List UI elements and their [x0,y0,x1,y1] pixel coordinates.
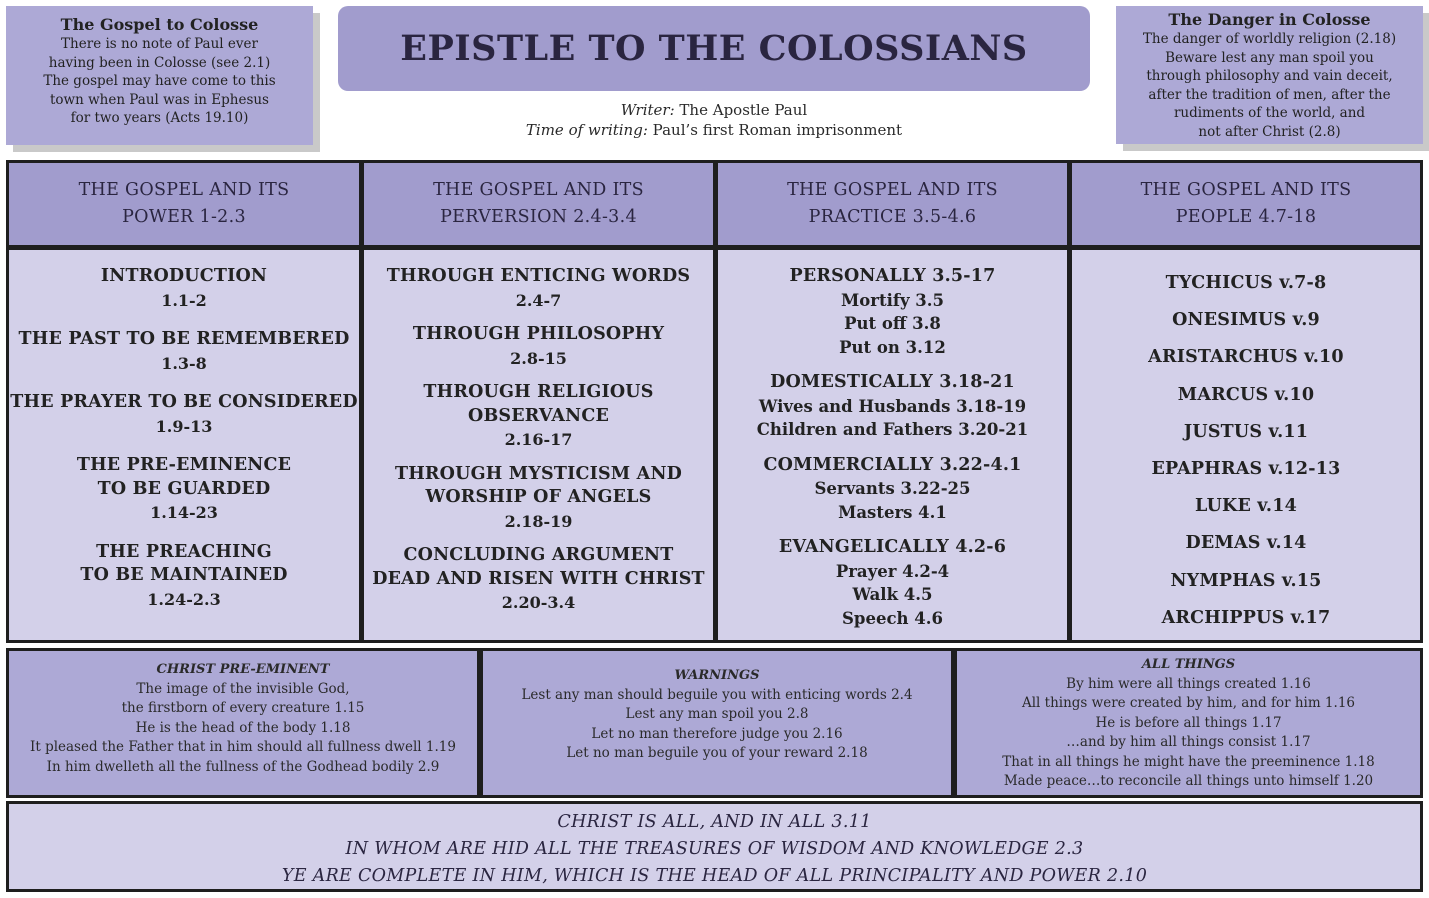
panel-line: Lest any man spoil you 2.8 [625,706,809,722]
outline-table [6,160,1423,643]
section-title: THROUGH RELIGIOUS [423,382,654,402]
key-verse-line: YE ARE COMPLETE IN HIM, WHICH IS THE HEAD OF ALL PRINCIPALITY AND POWER 2.10 [281,866,1148,886]
panel-line: By him were all things created 1.16 [1066,675,1311,692]
section-title: WORSHIP OF ANGELS [425,487,652,507]
section-title: INTRODUCTION [100,266,268,286]
panel-line: Lest any man should beguile you with enticing words 2.4 [521,686,913,703]
panel-line: The image of the invisible God, [136,680,350,697]
section-subitem: Servants 3.22-25 [814,479,971,498]
outline-section [718,265,1067,359]
outline-section [364,463,713,534]
column-perversion [364,163,713,640]
danger-in-colosse-line: Beware lest any man spoil you [1165,49,1374,66]
gospel-to-colosse-line: town when Paul was in Ephesus [49,91,269,108]
person-item: ARISTARCHUS v.10 [1148,347,1344,368]
section-title: COMMERCIALLY 3.22-4.1 [763,454,1022,475]
panel-line: He is the head of the body 1.18 [135,719,351,736]
gospel-to-colosse-line: The gospel may have come to this [43,73,276,89]
outline-section [9,328,359,375]
writer-line [338,100,1090,120]
column-header-line: THE GOSPEL AND ITS [433,180,644,200]
warnings-panel [483,651,951,795]
section-title: THROUGH ENTICING WORDS [386,266,691,286]
person-item: EPAPHRAS v.12-13 [1151,459,1341,480]
section-reference: 1.9-13 [155,416,213,436]
authorship-info [338,100,1090,140]
gospel-to-colosse-line: having been in Colosse (see 2.1) [48,54,271,71]
person-item: ARCHIPPUS v.17 [1161,607,1331,628]
section-title: THE PREACHING [96,541,272,562]
writer-value: The Apostle Paul [679,101,808,119]
danger-in-colosse-line: The danger of worldly religion (2.18) [1142,31,1397,47]
column-header [9,163,359,245]
column-header-line: PRACTICE 3.5-4.6 [808,207,977,227]
column-people [1072,163,1420,640]
column-header [1072,163,1420,245]
section-subitem: Masters 4.1 [838,502,947,522]
time-of-writing-line [338,120,1090,140]
panel-title: ALL THINGS [1141,657,1236,672]
gospel-to-colosse-box [6,6,313,145]
outline-section [9,454,359,525]
gospel-to-colosse-title: The Gospel to Colosse [60,15,259,34]
person-item: TYCHICUS v.7-8 [1165,273,1327,293]
section-subitem: Speech 4.6 [842,608,943,628]
section-title: OBSERVANCE [468,405,609,426]
outline-section [364,265,713,312]
section-reference: 1.3-8 [161,353,207,373]
outline-section [9,265,359,312]
panel-line: That in all things he might have the preeminence 1.18 [1002,753,1375,770]
panel-title: WARNINGS [674,668,760,683]
section-reference: 2.4-7 [515,290,562,310]
column-body [9,250,359,640]
gospel-to-colosse-line: There is no note of Paul ever [61,36,258,52]
panel-line: In him dwelleth all the fullness of the Godhead bodily 2.9 [46,758,440,775]
column-header-line: THE GOSPEL AND ITS [78,180,290,200]
christ-pre-eminent-panel [9,651,477,795]
outline-section [364,323,713,370]
writer-label: Writer: [620,101,675,119]
page-title-banner [338,6,1090,91]
column-header-line: THE GOSPEL AND ITS [787,180,998,200]
section-title: THE PAST TO BE REMEMBERED [18,329,350,349]
danger-in-colosse-line: through philosophy and vain deceit, [1146,68,1393,84]
key-verse-line: IN WHOM ARE HID ALL THE TREASURES OF WISDOM AND KNOWLEDGE 2.3 [345,839,1084,859]
person-item: ONESIMUS v.9 [1172,310,1320,331]
column-header-line: PEOPLE 4.7-18 [1175,207,1317,227]
person-item: MARCUS v.10 [1177,384,1315,405]
outline-section [718,536,1067,630]
section-reference: 1.1-2 [161,290,207,310]
section-reference: 2.18-19 [504,511,573,531]
danger-in-colosse-box [1116,6,1423,144]
danger-in-colosse-line: not after Christ (2.8) [1198,123,1341,140]
outline-section [364,381,713,452]
page-title: EPISTLE TO THE COLOSSIANS [400,28,1028,69]
danger-in-colosse-line: rudiments of the world, and [1173,105,1366,121]
panel-line: the firstborn of every creature 1.15 [121,700,365,716]
column-practice [718,163,1067,640]
panel-line: Made peace…to reconcile all things unto himself 1.20 [1003,773,1374,789]
section-title: EVANGELICALLY 4.2-6 [778,537,1007,557]
section-reference: 1.24-2.3 [147,589,221,609]
column-header [364,163,713,245]
section-reference: 2.20-3.4 [501,593,576,612]
section-title: THE PRAYER TO BE CONSIDERED [10,392,358,412]
section-title: DOMESTICALLY 3.18-21 [770,372,1015,392]
column-header-line: PERVERSION 2.4-3.4 [440,207,637,227]
panel-line: All things were created by him, and for him 1.16 [1021,695,1355,711]
panel-title: CHRIST PRE-EMINENT [156,662,330,677]
section-title: THROUGH MYSTICISM AND [394,463,683,484]
section-title: TO BE GUARDED [97,478,271,499]
panel-line: It pleased the Father that in him should all fullness dwell 1.19 [30,739,456,755]
person-item: JUSTUS v.11 [1183,421,1309,442]
section-title: DEAD AND RISEN WITH CHRIST [372,568,705,589]
outline-section [9,541,359,612]
section-reference: 2.16-17 [504,430,573,449]
section-subitem: Prayer 4.2-4 [835,561,950,581]
panel-line: Let no man beguile you of your reward 2.18 [566,745,868,761]
section-subitem: Wives and Husbands 3.18-19 [758,396,1027,416]
column-header-line: THE GOSPEL AND ITS [1140,180,1352,200]
section-title: CONCLUDING ARGUMENT [403,545,674,565]
section-subitem: Walk 4.5 [852,585,933,604]
section-title: THROUGH PHILOSOPHY [412,324,665,344]
section-reference: 1.14-23 [150,503,218,522]
panel-line: He is before all things 1.17 [1095,714,1282,731]
key-verses-footer [6,801,1423,892]
column-power [9,163,359,640]
panel-line: …and by him all things consist 1.17 [1066,734,1311,750]
themes-panels [6,648,1423,798]
section-subitem: Put off 3.8 [844,314,941,333]
section-title: THE PRE-EMINENCE [76,455,292,475]
section-subitem: Mortify 3.5 [841,290,944,310]
section-title: PERSONALLY 3.5-17 [789,266,996,286]
outline-section [364,544,713,615]
gospel-to-colosse-line: for two years (Acts 19.10) [70,110,249,126]
time-of-writing-value: Paul’s first Roman imprisonment [652,121,903,139]
all-things-panel [957,651,1420,795]
column-body [718,250,1067,640]
person-item: LUKE v.14 [1195,496,1297,517]
section-subitem: Put on 3.12 [839,337,946,357]
danger-in-colosse-line: after the tradition of men, after the [1148,86,1391,103]
column-body [364,250,713,640]
outline-section [9,391,359,438]
section-title: TO BE MAINTAINED [80,565,288,585]
key-verse-line: CHRIST IS ALL, AND IN ALL 3.11 [557,812,872,832]
time-of-writing-label: Time of writing: [525,121,648,139]
panel-line: Let no man therefore judge you 2.16 [591,725,843,742]
outline-section [718,454,1067,525]
column-header-line: POWER 1-2.3 [122,207,246,227]
person-item: DEMAS v.14 [1185,533,1307,554]
person-item: NYMPHAS v.15 [1170,570,1322,591]
outline-section [718,371,1067,442]
danger-in-colosse-title: The Danger in Colosse [1168,10,1371,29]
section-reference: 2.8-15 [510,348,567,368]
column-header [718,163,1067,245]
section-subitem: Children and Fathers 3.20-21 [756,420,1029,439]
column-body [1072,250,1420,640]
